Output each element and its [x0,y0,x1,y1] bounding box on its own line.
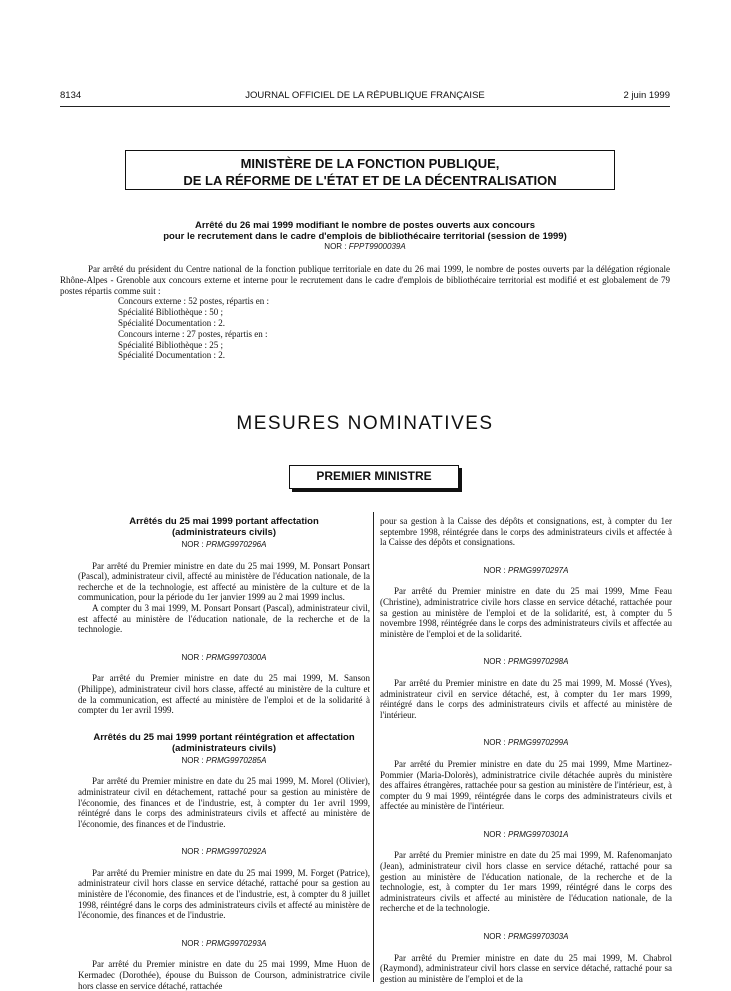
arrete-title-line-2: pour le recrutement dans le cadre d'emplois de bibliothécaire territorial (session de 1999) [163,231,567,242]
nor-label: NOR : [483,932,506,942]
nor-reference [78,939,370,950]
nor-code: PRMG9970299A [507,738,569,748]
heading-line: (administrateurs civils) [171,527,276,538]
arrete-body [60,264,670,361]
ministry-line-1: MINISTÈRE DE LA FONCTION PUBLIQUE, [240,156,500,171]
nor-code: PRMG9970301A [507,829,569,839]
nor-code: PRMG9970300A [205,652,267,662]
heading-line: Arrêtés du 25 mai 1999 portant affectation [129,516,319,527]
nor-reference [78,653,370,664]
paragraph: pour sa gestion à la Caisse des dépôts et consignations, est, à compter du 1er septembre 1998, réintégrée dans le corps des administrateurs civils et affectée à la Caisse des dépôts et consignations. [380,516,672,548]
arrete-item: Spécialité Bibliothèque : 50 ; [118,307,223,318]
nor-reference [380,657,672,668]
nor-reference [380,738,672,749]
heading-line: Arrêtés du 25 mai 1999 portant réintégration et affectation [93,731,355,743]
ministry-box [125,150,615,190]
nor-reference [380,830,672,841]
nor-reference [380,566,672,577]
paragraph: Par arrêté du Premier ministre en date du 25 mai 1999, M. Sanson (Philippe), administrateur civil hors classe, affecté au ministère de la culture et de la communication, est affecté au ministère de l'emploi et de la solidarité à compter du 1er avril 1999. [78,673,370,716]
paragraph: Par arrêté du Premier ministre en date du 25 mai 1999, Mme Huon de Kermadec (Dorothée), épouse du Buisson de Courson, administratrice civile hors classe en service détaché, rattachée [78,959,370,991]
premier-ministre-box: PREMIER MINISTRE [289,465,459,489]
nor-label: NOR : [181,938,204,948]
arrete-item: Concours interne : 27 postes, répartis en : [118,328,268,339]
left-column [78,516,370,991]
arrete-item: Spécialité Bibliothèque : 25 ; [118,339,223,350]
nor-code: PRMG9970303A [507,932,569,942]
right-column [380,516,672,984]
nor-code: PRMG9970298A [507,657,569,667]
nor-label: NOR : [181,847,204,857]
paragraph: Par arrêté du Premier ministre en date du 25 mai 1999, M. Forget (Patrice), administrateur civil hors classe en service détaché, rattaché pour sa gestion au ministère de l'économie, des finances et de l'industrie, est, à compter du 8 juillet 1998, réintégré dans le corps des administrateurs civils et affecté au ministère de l'économie, des finances et de l'industrie. [78,867,370,921]
nor-code: FPPT9900039A [348,242,406,251]
nor-code: PRMG9970296A [205,540,267,549]
page-number: 8134 [60,90,82,101]
nor-code: PRMG9970285A [205,755,267,765]
header-rule [60,106,670,107]
paragraph: Par arrêté du Premier ministre en date du 25 mai 1999, M. Mossé (Yves), administrateur civil en service détaché, est, à compter du 1er mars 1999, réintégré dans le corps des administrateurs civils et affecté au ministère de l'intérieur. [380,677,672,720]
nor-label: NOR : [483,829,506,839]
nor-code: PRMG9970297A [507,565,569,575]
nor-label: NOR : [483,738,506,748]
paragraph: Par arrêté du Premier ministre en date du 25 mai 1999, M. Chabrol (Raymond), administrateur civil hors classe en service détaché, rattaché pour sa gestion au ministère de l'emploi et de la [380,952,672,984]
section-heading [78,732,370,754]
nor-code: PRMG9970292A [205,847,267,857]
section-heading [78,516,370,538]
heading-line: (administrateurs civils) [171,742,276,754]
paragraph: Par arrêté du Premier ministre en date du 25 mai 1999, M. Morel (Olivier), administrateur civil en détachement, rattaché pour sa gestion au ministère de l'économie, des finances et de l'industrie, est, à compter du 1er avril 1999, réintégré dans le corps des administrateurs civils et affecté au ministère de l'économie, des finances et de l'industrie. [78,776,370,829]
paragraph: Par arrêté du Premier ministre en date du 25 mai 1999, Mme Feau (Christine), administratrice civile hors classe en service détaché, rattachée pour sa gestion au ministère de l'emploi et de la solidarité, est, à compter du 5 novembre 1998, réintégrée dans le corps des administrateurs civils et affectée au ministère de l'emploi et de la solidarité. [380,586,672,639]
nor-label: NOR : [181,540,204,549]
arrete-intro: Par arrêté du président du Centre national de la fonction publique territoriale en date du 26 mai 1999, le nombre de postes ouverts par la délégation régionale Rhône-Alpes - Grenoble aux concours externe et interne pour le recrutement dans le cadre d'emplois de bibliothécaire territorial est modifié et est globalement de 79 postes répartis comme suit : [60,264,670,296]
nor-reference [78,847,370,858]
arrete-title [60,220,670,242]
arrete-item: Spécialité Documentation : 2. [118,350,225,361]
nor-code: PRMG9970293A [205,938,267,948]
arrete-item: Spécialité Documentation : 2. [118,317,225,328]
column-divider [373,512,374,982]
nor-label: NOR : [483,657,506,667]
nor-label: NOR : [181,652,204,662]
arrete-item: Concours externe : 52 postes, répartis en : [118,296,269,307]
arrete-title-line-1: Arrêté du 26 mai 1999 modifiant le nombre de postes ouverts aux concours [195,220,535,231]
paragraph: Par arrêté du Premier ministre en date du 25 mai 1999, M. Ponsart Ponsart (Pascal), administrateur civil, affecté au ministère de l'éducation nationale, de la recherche et de la technologie, est affecté au ministère de la culture et de la communication, pour la période du 1er janvier 1999 au 2 mai 1999 inclus. [78,560,370,603]
nor-reference [380,932,672,943]
paragraph: A compter du 3 mai 1999, M. Ponsart Ponsart (Pascal), administrateur civil, est affecté au ministère de l'éducation nationale, de la recherche et de la technologie. [78,602,370,635]
nor-label: NOR : [324,242,347,251]
nor-label: NOR : [181,755,204,765]
paragraph: Par arrêté du Premier ministre en date du 25 mai 1999, Mme Martinez-Pommier (Maria-Dolorès), administratrice civile détachée auprès du ministère des affaires étrangères, rattachée pour sa gestion au ministère de l'intérieur, est, à compter du 9 mai 1999, réintégrée dans le corps des administrateurs civils et affectée au ministère de l'intérieur. [380,758,672,812]
nor-label: NOR : [483,565,506,575]
paragraph: Par arrêté du Premier ministre en date du 25 mai 1999, M. Rafenomanjato (Jean), administrateur civil hors classe en service détaché, rattaché pour sa gestion au ministère de l'éducation nationale, de la recherche et de la technologie, est, à compter du 1er mars 1999, réintégré dans le corps des administrateurs civils et affecté au ministère de l'éducation nationale, de la recherche et de la technologie. [380,850,672,914]
ministry-line-2: DE LA RÉFORME DE L'ÉTAT ET DE LA DÉCENTRALISATION [183,173,557,188]
nor-reference [78,540,370,551]
issue-date: 2 juin 1999 [623,90,670,101]
section-title: MESURES NOMINATIVES [236,413,494,434]
journal-title: JOURNAL OFFICIEL DE LA RÉPUBLIQUE FRANÇAISE [245,90,485,101]
arrete-nor [60,242,670,251]
nor-reference [78,756,370,767]
